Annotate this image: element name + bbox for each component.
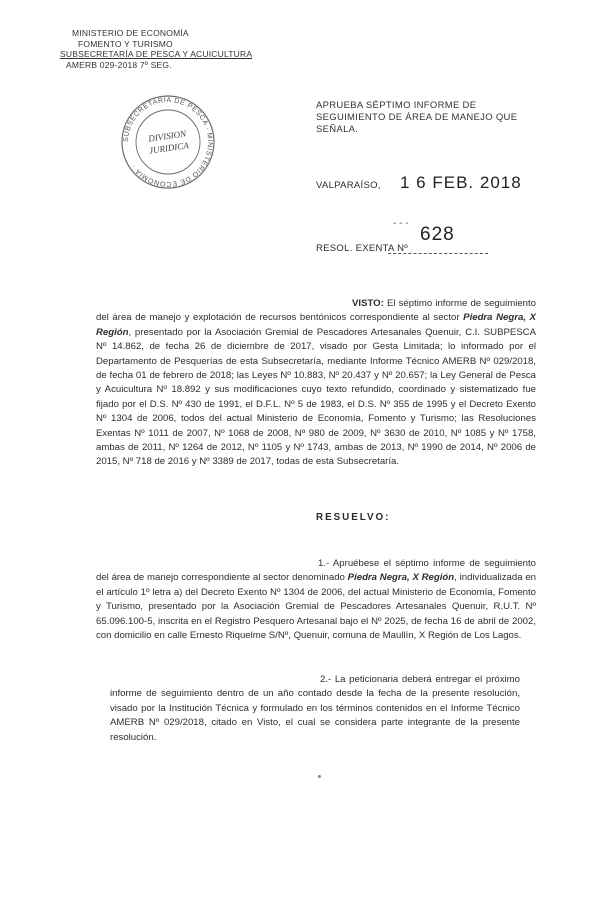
stamp-ring-text: SUBSECRETARIA DE PESCA · MINISTERIO DE ECONOMIA · (122, 96, 214, 188)
resolution-mark: - - - (393, 218, 409, 229)
resolution-point-1 (96, 557, 536, 643)
resolution-point-2: 2.- La peticionaria deberá entregar el próximo informe de seguimiento dentro de un año contado desde la fecha de la presente resolución, visado por la Institución Técnica y formulado en los términos contenidos en el Informe Técnico AMERB Nº 029/2018, citado en Visto, el cual se considera parte integrante de la presente resolución. (110, 674, 520, 743)
letterhead-department: FOMENTO Y TURISMO (78, 38, 173, 49)
resolution-number-line (388, 253, 488, 254)
point-1-text-2: , individualizada en el artículo 1º letra a) del Decreto Exento Nº 1304 de 2006, del actual Ministerio de Economía, Fomento y Turismo, presentado por la Asociación Gremial de Pescadores Artesanales Quenuir, R.U.T. Nº 65.096.100-5, inscrita en el Registro Pesquero Artesanal bajo el Nº 2025, de fecha 16 de abril de 2002, con domicilio en calle Ernesto Riquelme S/Nº, Quenuir, comuna de Maullín, X Región de Los Lagos. (96, 572, 536, 642)
page-mark (318, 775, 321, 778)
visto-lead: VISTO: (352, 298, 384, 309)
resolution-number: 628 (420, 224, 455, 245)
visto-sector: Piedra Negra, X Región (96, 312, 536, 338)
visto-paragraph (96, 297, 536, 470)
letterhead-ministry: MINISTERIO DE ECONOMÍA (72, 28, 189, 38)
point-1-text-1: 1.- Apruébese el séptimo informe de seguimiento del área de manejo correspondiente al sector denominado (96, 558, 536, 584)
division-juridica-stamp (118, 92, 218, 192)
letterhead (60, 28, 260, 70)
letterhead-subsecretaria: SUBSECRETARÍA DE PESCA Y ACUICULTURA (60, 49, 253, 59)
resolution-label: RESOL. EXENTA Nº (316, 243, 409, 254)
point-1-sector: Piedra Negra, X Región (347, 572, 455, 584)
stamp-center-line2: JURIDICA (148, 140, 190, 156)
stamp-center-line1: DIVISION (147, 128, 187, 144)
place-label: VALPARAÍSO, (316, 180, 381, 191)
stamp-inner-ring (136, 110, 200, 174)
date-stamp: 1 6 FEB. 2018 (400, 173, 522, 192)
visto-text-2: , presentado por la Asociación Gremial de Pescadores Artesanales Quenuir, C.I. SUBPESCA Nº 14.862, de fecha 26 de diciembre de 2017, visado por Gesta Limitada; lo informado por el Departamento de Pesquerías de esta Subsecretaría, mediante Informe Técnico AMERB Nº 029/2018, de fecha 01 de febrero de 2018; las Leyes Nº 10.883, Nº 20.437 y Nº 20.657; la Ley General de Pesca y Acuicultura Nº 18.892 y sus modificaciones cuyo texto refundido, coordinado y sistematizado fue fijado por el D.S. Nº 430 de 1991, el D.F.L. Nº 5 de 1983, el D.S. Nº 355 de 1995 y el Decreto Exento Nº 1304 de 2006, todos del actual Ministerio de Economía, Fomento y Turismo; las Resoluciones Exentas Nº 1011 de 2007, Nº 1068 de 2008, Nº 980 de 2009, Nº 3630 de 2010, Nº 1085 y Nº 1758, ambas de 2011, Nº 1264 de 2012, Nº 1105 y Nº 1743, ambas de 2013, Nº 1990 de 2014, Nº 2006 de 2015, Nº 718 de 2016 y Nº 3389 de 2017, todas de esta Subsecretaría. (96, 326, 536, 468)
resolution-title: APRUEBA SÉPTIMO INFORME DE SEGUIMIENTO DE ÁREA DE MANEJO QUE SEÑALA. (316, 100, 518, 135)
resuelvo-heading: RESUELVO: (316, 512, 391, 523)
letterhead-reference: AMERB 029-2018 7º SEG. (66, 59, 172, 70)
visto-text-1: El séptimo informe de seguimiento del área de manejo y explotación de recursos bentónicos correspondiente al sector (96, 298, 536, 324)
